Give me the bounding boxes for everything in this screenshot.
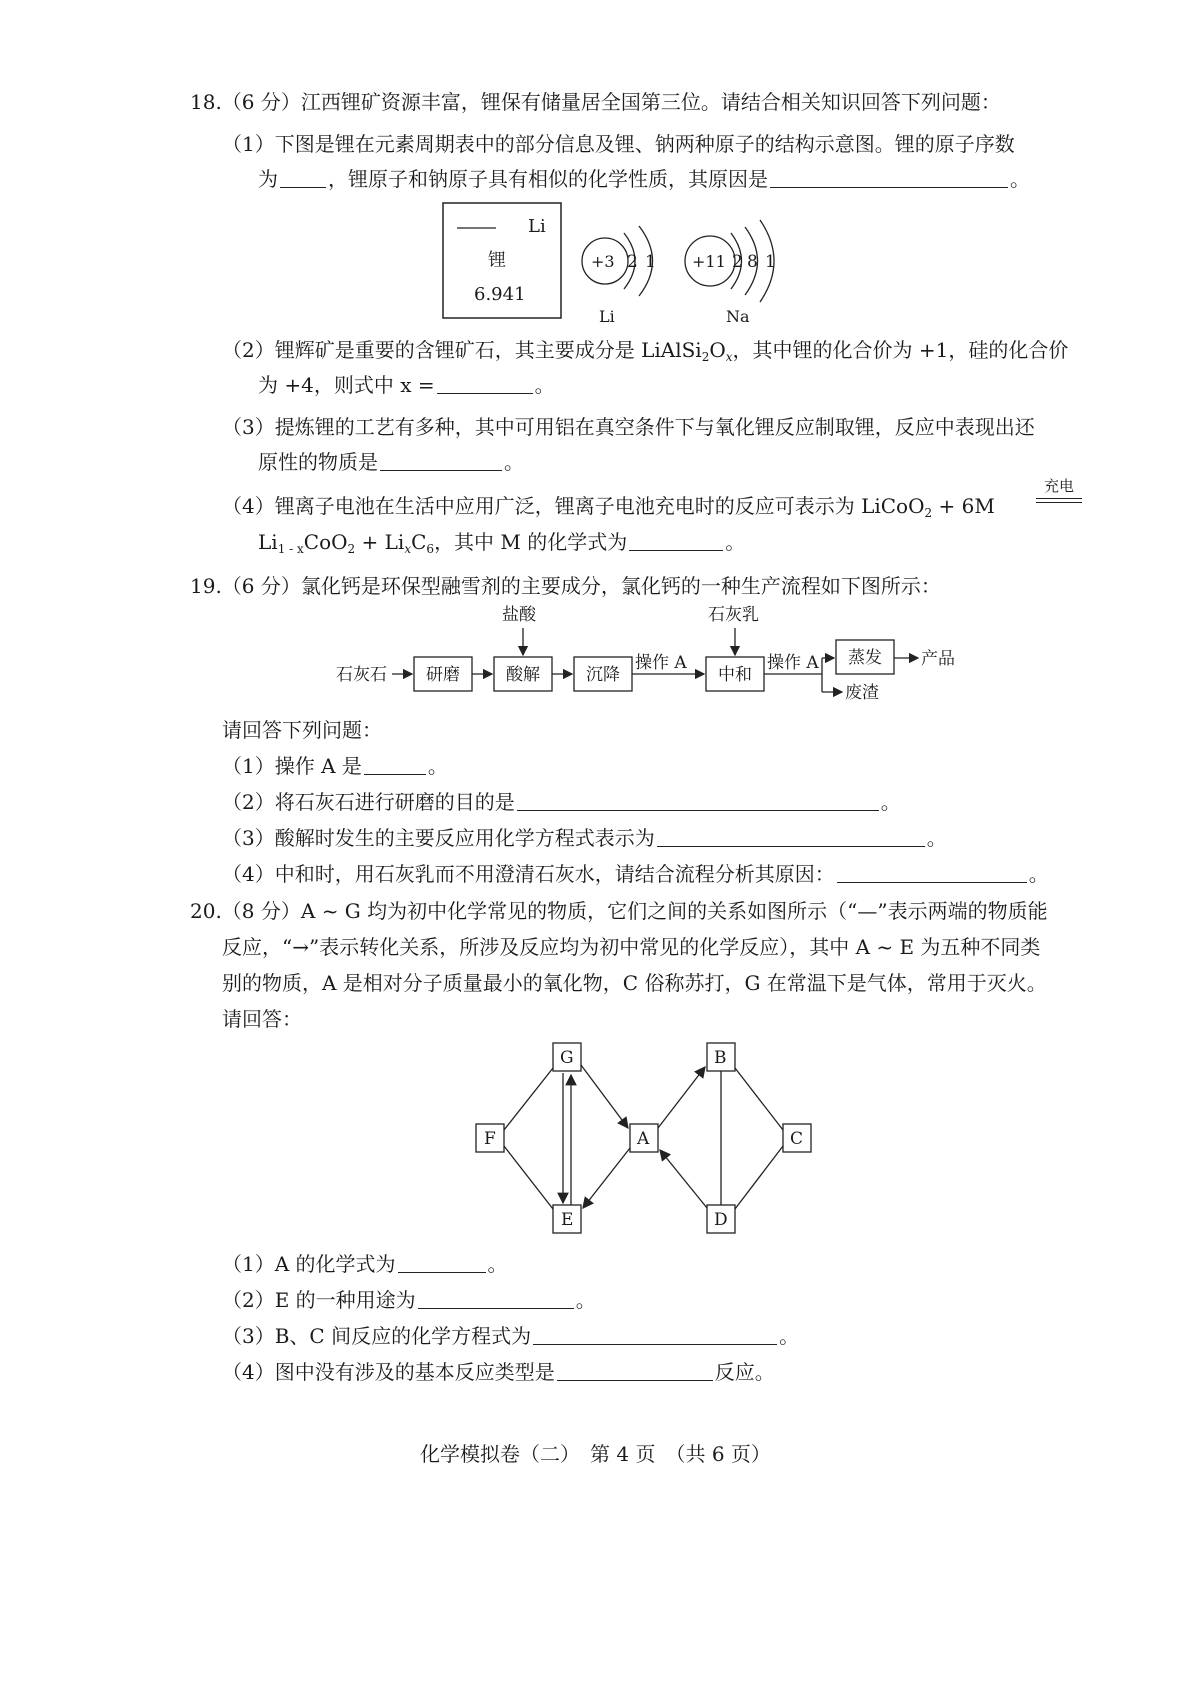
input-hydrochloric-acid: 盐酸 <box>502 605 536 625</box>
product-plus-li: + Li <box>355 530 405 554</box>
q19-intro: 请回答下列问题： <box>222 718 382 742</box>
node-f-label: F <box>484 1129 496 1149</box>
q19-part3-end: 。 <box>926 826 947 850</box>
m-formula-blank[interactable] <box>629 530 723 551</box>
reducing-agent-blank[interactable] <box>380 450 502 471</box>
li-shell-2-electrons: 1 <box>645 252 656 272</box>
na-atom-diagram <box>685 220 776 326</box>
input-lime-milk: 石灰乳 <box>708 605 759 625</box>
step-neutralization-label: 中和 <box>718 665 752 685</box>
na-shell-3-electrons: 1 <box>765 252 776 272</box>
q20-heading-line3: 别的物质，A 是相对分子质量最小的氧化物，C 俗称苏打，G 在常温下是气体，常用于灭火。 <box>222 971 1047 995</box>
na-shell-2-electrons: 8 <box>747 252 758 272</box>
similar-property-reason-blank[interactable] <box>770 167 1008 188</box>
product-li-subscript: 1 - x <box>277 542 304 556</box>
q20-part1 <box>222 1250 508 1278</box>
node-g-label: G <box>560 1048 574 1068</box>
lime-milk-reason-blank[interactable] <box>837 862 1027 883</box>
q20-part1-end: 。 <box>487 1252 508 1276</box>
na-atom-label: Na <box>726 307 750 326</box>
node-a-label: A <box>637 1129 650 1149</box>
q20-heading-line1: 20.（8 分）A ~ G 均为初中化学常见的物质，它们之间的关系如图所示（“—”表示两端的物质能 <box>190 899 1048 923</box>
q19-part4-end: 。 <box>1028 862 1049 886</box>
product-c6-subscript: 6 <box>426 542 435 556</box>
charge-condition-equals <box>1036 478 1082 503</box>
oxygen-subscript: x <box>725 350 733 364</box>
silicon-subscript: 2 <box>701 350 710 364</box>
q18-part2-text-end: ，其中锂的化合价为 +1，硅的化合价 <box>732 338 1069 362</box>
q18-part4-question: ，其中 M 的化学式为 <box>434 530 628 554</box>
atomic-mass: 6.941 <box>474 284 526 305</box>
charge-condition-label: 充电 <box>1043 477 1074 495</box>
reaction-type-blank[interactable] <box>557 1360 713 1381</box>
q19-part2 <box>222 788 901 816</box>
step-settling-label: 沉降 <box>586 665 620 685</box>
q19-part3-text: （3）酸解时发生的主要反应用化学方程式表示为 <box>222 826 655 850</box>
q20-part4-text: （4）图中没有涉及的基本反应类型是 <box>222 1360 555 1384</box>
arrow-g-to-a <box>581 1065 628 1128</box>
q20-heading-line2: 反应，“→”表示转化关系，所涉及反应均为初中常见的化学反应），其中 A ~ E 为五种不同类 <box>222 935 1041 959</box>
page-footer: 化学模拟卷（二） 第 4 页 （共 6 页） <box>420 1442 771 1466</box>
q19-heading: 19.（6 分）氯化钙是环保型融雪剂的主要成分，氯化钙的一种生产流程如下图所示： <box>190 574 941 598</box>
licoo2-subscript: 2 <box>924 506 933 520</box>
na-nucleus-charge: +11 <box>692 252 726 271</box>
element-name: 锂 <box>488 250 506 271</box>
q19-part4-text: （4）中和时，用石灰乳而不用澄清石灰水，请结合流程分析其原因： <box>222 862 835 886</box>
na-shell-1-electrons: 2 <box>732 252 743 272</box>
q20-part4 <box>222 1358 775 1386</box>
li-atom-label: Li <box>599 307 615 326</box>
oxygen-symbol: O <box>709 338 726 362</box>
operation-a-second: 操作 A <box>767 653 819 673</box>
acidolysis-equation-blank[interactable] <box>657 826 925 847</box>
flow-start-limestone: 石灰石 <box>336 665 387 685</box>
equals-line-bottom <box>1036 502 1082 503</box>
li-atom-diagram <box>582 226 656 326</box>
q18-part2-pre: 为 +4，则式中 x = <box>258 373 435 397</box>
q18-part4-text: （4）锂离子电池在生活中应用广泛，锂离子电池充电时的反应可表示为 LiCoO <box>222 494 925 518</box>
q18-part2-line2 <box>258 371 555 399</box>
atomic-number-blank[interactable] <box>280 167 326 188</box>
product-c: C <box>411 530 427 554</box>
li-nucleus-charge: +3 <box>591 252 615 271</box>
flow-product: 产品 <box>921 649 955 669</box>
element-symbol: Li <box>528 216 546 237</box>
arrow-a-to-e <box>583 1148 630 1208</box>
q18-part3-line1: （3）提炼锂的工艺有多种，其中可用铝在真空条件下与氧化锂反应制取锂，反应中表现出还 <box>222 415 1035 439</box>
edge-f-g <box>504 1068 553 1130</box>
q18-part2-line1 <box>222 336 1068 371</box>
q18-part3-line2 <box>258 448 524 476</box>
q18-part2-end: 。 <box>534 373 555 397</box>
q20-part1-text: （1）A 的化学式为 <box>222 1252 396 1276</box>
product-coo-subscript: 2 <box>347 542 356 556</box>
a-formula-blank[interactable] <box>398 1252 486 1273</box>
calcium-chloride-flowchart <box>330 600 1030 712</box>
q19-part1-end: 。 <box>427 754 448 778</box>
node-b-label: B <box>714 1048 727 1068</box>
q18-part1-pre: 为 <box>258 167 278 191</box>
product-li: Li <box>258 530 278 554</box>
lithium-figure <box>440 200 840 328</box>
periodic-table-cell <box>443 203 561 318</box>
q18-part3-pre: 原性的物质是 <box>258 450 378 474</box>
step-acidolysis-label: 酸解 <box>506 665 540 685</box>
q19-part1-text: （1）操作 A 是 <box>222 754 362 778</box>
q19-part4 <box>222 860 1049 888</box>
substance-relation-diagram <box>470 1040 830 1240</box>
q20-part2-end: 。 <box>575 1288 596 1312</box>
q18-part1-line2 <box>258 165 1030 193</box>
product-lix-subscript: x <box>404 542 412 556</box>
equals-line-top <box>1036 498 1082 499</box>
q19-part1 <box>222 752 448 780</box>
flow-waste-residue: 废渣 <box>845 683 879 703</box>
q18-heading: 18.（6 分）江西锂矿资源丰富，锂保有储量居全国第三位。请结合相关知识回答下列问题： <box>190 90 1001 114</box>
node-c-label: C <box>790 1129 804 1149</box>
q18-part2-text: （2）锂辉矿是重要的含锂矿石，其主要成分是 LiAlSi <box>222 338 702 362</box>
q18-part4-line1 <box>222 492 995 527</box>
operation-a-blank[interactable] <box>364 754 426 775</box>
q20-part3-text: （3）B、C 间反应的化学方程式为 <box>222 1324 532 1348</box>
edge-b-c <box>735 1068 783 1130</box>
node-e-label: E <box>561 1210 574 1230</box>
step-grinding-label: 研磨 <box>426 665 460 685</box>
q20-part3 <box>222 1322 799 1350</box>
product-coo: CoO <box>303 530 348 554</box>
arrow-a-to-b <box>658 1067 705 1128</box>
edge-f-e <box>504 1146 553 1209</box>
e-use-blank[interactable] <box>418 1288 574 1309</box>
arrow-d-to-a <box>660 1150 707 1208</box>
q18-part4-text-m: + 6M <box>932 494 995 518</box>
operation-a-first: 操作 A <box>635 653 687 673</box>
q18-part4-end: 。 <box>725 530 746 554</box>
q18-part1-mid: ，锂原子和钠原子具有相似的化学性质，其原因是 <box>328 167 768 191</box>
q19-part3 <box>222 824 947 852</box>
q18-part4-line2 <box>258 528 745 563</box>
step-evaporation-label: 蒸发 <box>848 648 882 668</box>
q18-part3-end: 。 <box>504 450 524 474</box>
x-value-blank[interactable] <box>437 373 533 394</box>
q19-part2-end: 。 <box>880 790 901 814</box>
node-d-label: D <box>714 1210 728 1230</box>
edge-d-c <box>735 1146 783 1209</box>
bc-equation-blank[interactable] <box>533 1324 777 1345</box>
q19-part2-text: （2）将石灰石进行研磨的目的是 <box>222 790 515 814</box>
q20-part2-text: （2）E 的一种用途为 <box>222 1288 416 1312</box>
li-shell-1-electrons: 2 <box>627 252 638 272</box>
q20-heading-line4: 请回答： <box>222 1007 302 1031</box>
grinding-purpose-blank[interactable] <box>517 790 879 811</box>
q20-part4-end: 反应。 <box>714 1360 775 1384</box>
q20-part2 <box>222 1286 596 1314</box>
q18-part1-line1: （1）下图是锂在元素周期表中的部分信息及锂、钠两种原子的结构示意图。锂的原子序数 <box>222 132 1015 156</box>
q20-part3-end: 。 <box>779 1324 800 1348</box>
q18-part1-end: 。 <box>1010 167 1030 191</box>
